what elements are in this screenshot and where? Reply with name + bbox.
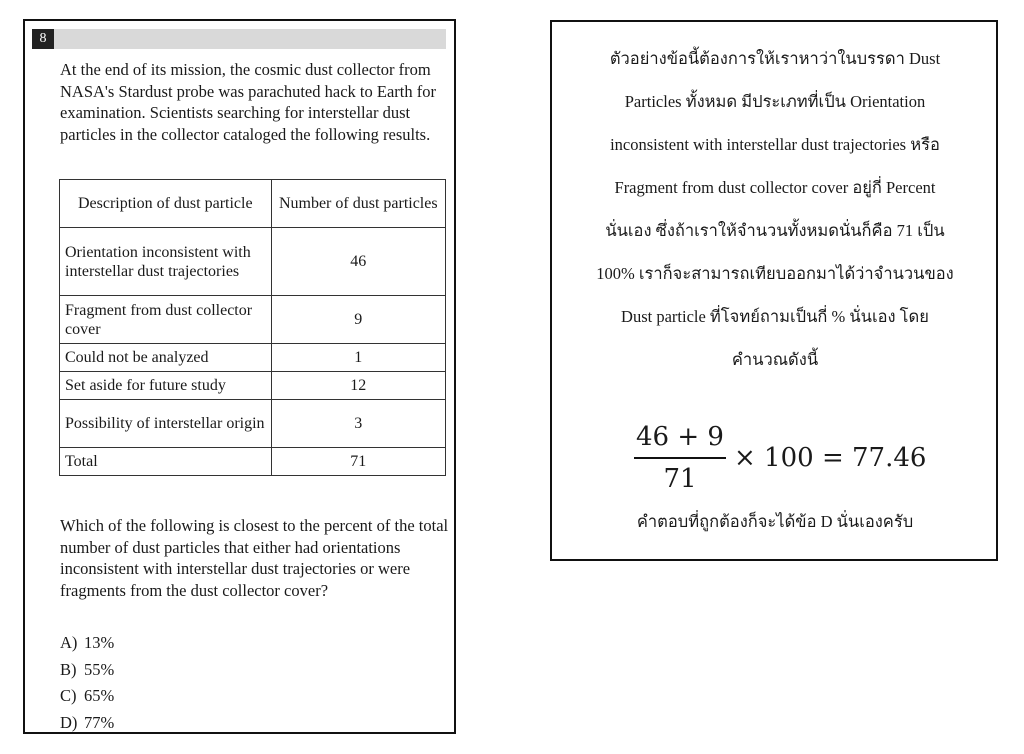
choice-letter: B) xyxy=(60,659,77,679)
explanation-line: inconsistent with interstellar dust trajectories หรือ xyxy=(610,135,940,154)
row-count: 1 xyxy=(271,344,445,372)
choice-text: 65% xyxy=(84,686,115,705)
explanation-line: นั่นเอง ซึ่งถ้าเราให้จำนวนทั้งหมดนั่นก็คือ 71 เป็น xyxy=(605,221,945,240)
row-count: 3 xyxy=(271,400,445,448)
formula-result: × 100 = 77.46 xyxy=(734,443,927,473)
header-count: Number of dust particles xyxy=(271,180,445,228)
table-row xyxy=(60,296,446,344)
row-description: Orientation inconsistent with interstellar dust trajectories xyxy=(60,228,272,296)
row-count: 71 xyxy=(271,448,445,476)
question-number: 8 xyxy=(32,29,54,49)
choice-a[interactable] xyxy=(60,630,114,657)
table-row xyxy=(60,400,446,448)
fraction-denominator: 71 xyxy=(663,464,697,494)
header-description: Description of dust particle xyxy=(60,180,272,228)
table-row xyxy=(60,344,446,372)
percent-formula xyxy=(622,420,942,498)
row-description: Fragment from dust collector cover xyxy=(60,296,272,344)
row-description: Could not be analyzed xyxy=(60,344,272,372)
explanation-line: Dust particle ที่โจทย์ถามเป็นกี่ % นั่นเอง โดย xyxy=(621,307,929,326)
table-header-row xyxy=(60,180,446,228)
table-row-total xyxy=(60,448,446,476)
fraction xyxy=(630,420,730,496)
row-description: Possibility of interstellar origin xyxy=(60,400,272,448)
question-prompt: Which of the following is closest to the percent of the total number of dust particles that either had orientations inconsistent with interstellar dust trajectories or were fragments from the dust collector cover? xyxy=(60,516,449,600)
choice-text: 55% xyxy=(84,659,115,679)
choice-d[interactable] xyxy=(60,710,114,737)
answer-statement: คำตอบที่ถูกต้องก็จะได้ข้อ D นั่นเองครับ xyxy=(636,512,914,531)
row-count: 9 xyxy=(271,296,445,344)
table-row xyxy=(60,372,446,400)
choice-letter: C) xyxy=(60,686,77,705)
explanation-line: Particles ทั้งหมด มีประเภทที่เป็น Orientation xyxy=(624,92,926,111)
choice-letter: A) xyxy=(60,633,78,652)
explanation-line: 100% เราก็จะสามารถเทียบออกมาได้ว่าจำนวนของ xyxy=(596,264,954,283)
fraction-bar xyxy=(634,457,726,459)
question-panel xyxy=(23,19,456,734)
explanation-line: Fragment from dust collector cover อยู่กี่ Percent xyxy=(614,178,936,197)
explanation-line: ตัวอย่างข้อนี้ต้องการให้เราหาว่าในบรรดา Dust xyxy=(609,49,941,68)
choice-letter: D) xyxy=(60,712,78,732)
explanation-panel xyxy=(550,20,998,561)
choice-text: 13% xyxy=(84,633,115,652)
fraction-numerator: 46 + 9 xyxy=(636,422,724,452)
row-description: Total xyxy=(60,448,272,476)
choice-b[interactable] xyxy=(60,657,114,684)
row-count: 12 xyxy=(271,372,445,400)
explanation-text xyxy=(562,37,988,381)
answer-choices xyxy=(60,630,114,736)
choice-text: 77% xyxy=(84,712,115,732)
dust-particle-table xyxy=(59,179,446,476)
row-count: 46 xyxy=(271,228,445,296)
question-intro: At the end of its mission, the cosmic dust collector from NASA's Stardust probe was parachuted hack to Earth for examination. Scientists searching for interstellar dust particles in the collector cataloged the following results. xyxy=(60,60,436,144)
choice-c[interactable] xyxy=(60,683,114,710)
table-row xyxy=(60,228,446,296)
question-number-bar xyxy=(32,29,446,49)
explanation-line: คำนวณดังนี้ xyxy=(731,350,819,369)
row-description: Set aside for future study xyxy=(60,372,272,400)
